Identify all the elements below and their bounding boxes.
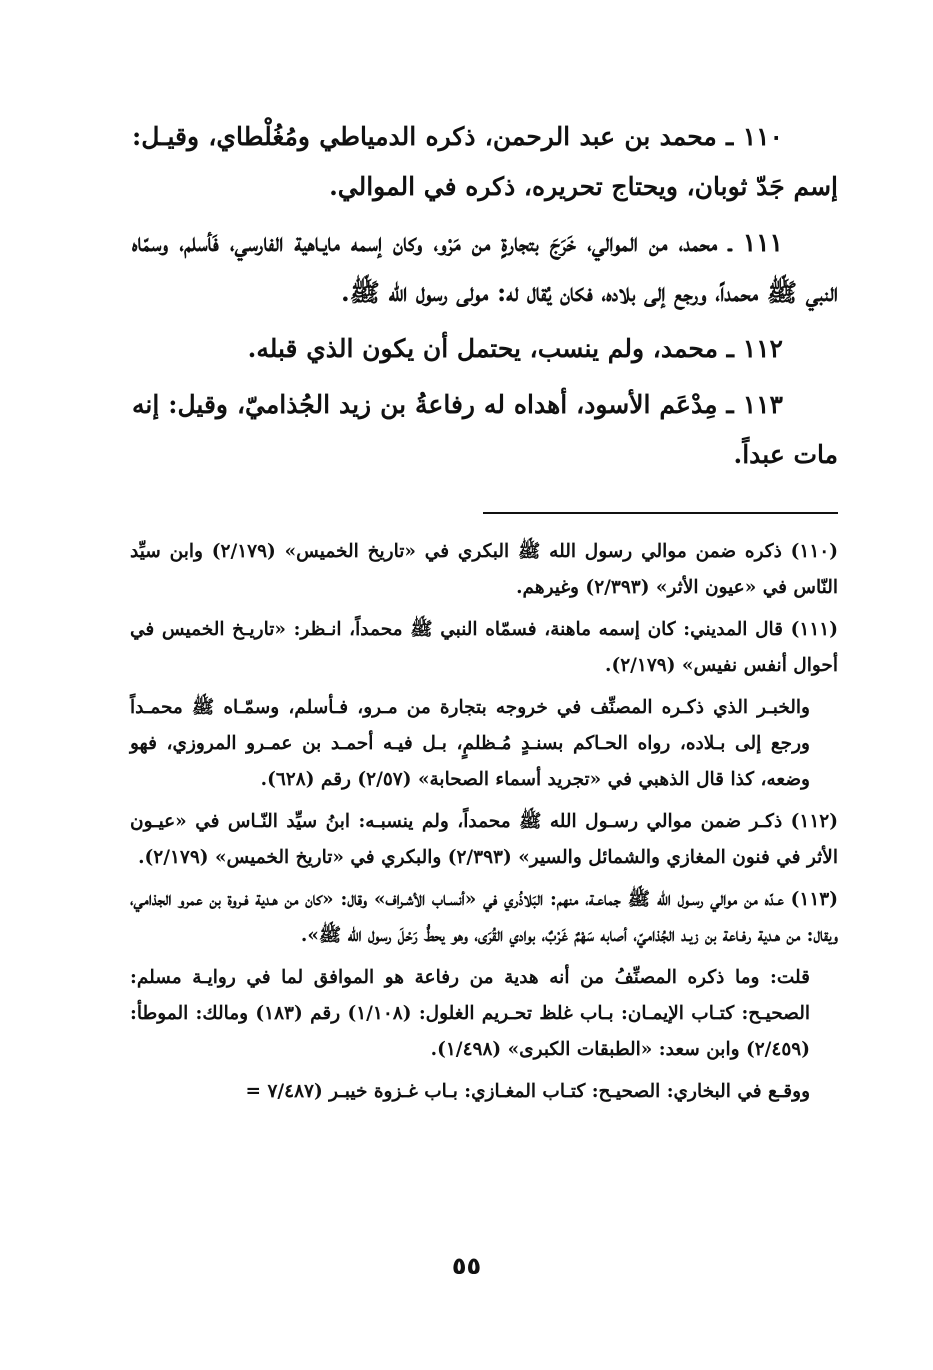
footnote-111-continuation: والخبـر الذي ذكـره المصنِّف في خروجه بتجارة من مـرو، فـأسلم، وسمّـاه ﷺ محمـداً ورجع إلى بـلاده، رواه الحـاكم بسنـدٍ مُـظلمٍ، بـل فيـه أحمـد بن عمـرو المروزي، فهو وضعه، كذا قال الذهبي في «تجريد أسماء الصحابة» (٢/٥٧) رقم (٦٢٨). xyxy=(130,697,810,790)
footnote-113-continuation: قلت: وما ذكره المصنِّفُ من أنه هدية من رفاعة هو الموافق لما في روايـة مسلم: الصحيـح: كتـاب الإيمـان: بـاب غلظ تحـريم الغلول: (١/١٠٨) رقم (١٨٣) ومالك: الموطأ: (٢/٤٥٩) وابن سعد: «الطبقات الكبرى» (١/٤٩٨). xyxy=(130,967,811,1060)
page-number: ٥٥ xyxy=(451,1252,482,1280)
entry-110: ١١٠ ـ محمد بن عبد الرحمن، ذكره الدمياطي ومُغُلْطاي، وقيـل: إسم جَدّ ثوبان، ويحتاج تحريره، ذكره في الموالي. xyxy=(132,122,838,201)
footnote-113: (١١٣) عـدّه من موالي رسـول الله ﷺ جماعـة، منهم: البَلاذُري في «أنسـاب الأشـراف» وقال: «كان من هـدية فـروة بن عمرو الجذامي، ويقال: من هـدية رفـاعة بن زيـد الجُذاميّ، أصابه سَهْمٌ غَرْبٌ، بوادي القُرَى، وهو يحطُّ رَحْلَ رسول الله ﷺ». xyxy=(130,889,838,946)
footnote-separator xyxy=(483,512,838,514)
continuation-mark: = xyxy=(245,1081,262,1102)
entry-113: ١١٣ ـ مِدْعَم الأسود، أهداه له رفاعةُ بن زيد الجُذاميّ، وقيل: إنه مات عبداً. xyxy=(132,390,838,469)
entry-111: ١١١ ـ محمد، من الموالي، خَرَجَ بتجارةٍ من مَرْو، وكان إسمه مايـاهية الفارسي، فَأسلم، وسمّاه النبي ﷺ محمداً، ورجع إلى بلاده، فكان يُقال له: مولى رسول الله ﷺ. xyxy=(132,228,838,307)
footnote-113-continuation-2-text: ووقـع في البخاري: الصحيـح: كتـاب المغـازي: بـاب غـزوة خيبـر (٧/٤٨٧ xyxy=(267,1081,810,1102)
main-text-block xyxy=(132,112,838,486)
entry-112: ١١٢ ـ محمد، ولم ينسب، يحتمل أن يكون الذي قبله. xyxy=(247,334,783,363)
footnote-113-continuation-2 xyxy=(130,1074,838,1110)
footnote-112: (١١٢) ذكـر ضمن موالي رسـول الله ﷺ محمداً، ولم ينسبـه: ابنُ سيِّد النّـاس في «عيـون الأثر في فنون المغازي والشمائل والسير» (٢/٣٩٣) والبكري في «تاريخ الخميس» (٢/١٧٩). xyxy=(130,811,838,868)
footnote-110: (١١٠) ذكره ضمن موالي رسول الله ﷺ البكري في «تاريخ الخميس» (٢/١٧٩) وابن سيِّد النّاس في «عيون الأثر» (٢/٣٩٣) وغيرهم. xyxy=(130,541,838,598)
footnotes-block xyxy=(130,534,838,1110)
footnote-111: (١١١) قال المديني: كان إسمه ماهنة، فسمّاه النبي ﷺ محمداً، انـظر: «تاريـخ الخميس في أحوال أنفس نفيس» (٢/١٧٩). xyxy=(130,619,838,676)
